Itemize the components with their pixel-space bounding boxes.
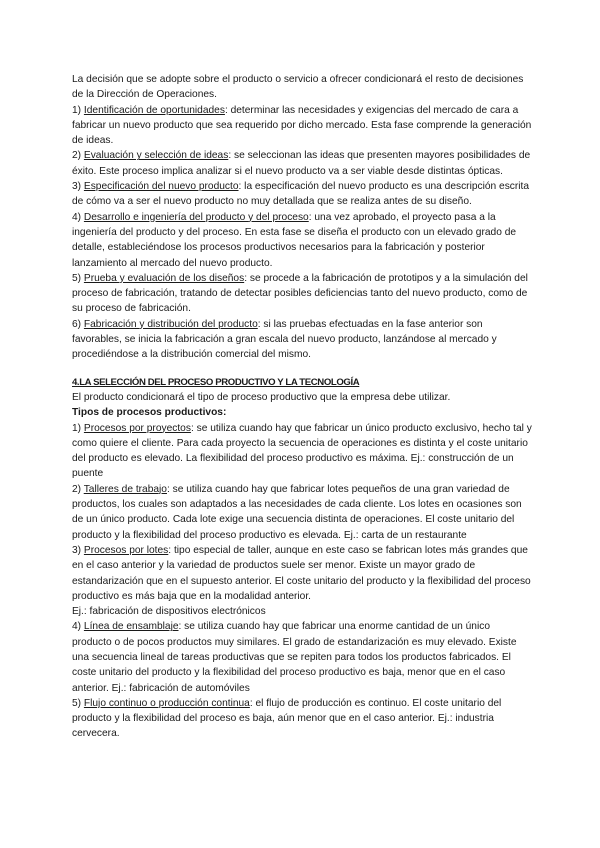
phase-item <box>72 103 532 149</box>
section-intro: El producto condicionará el tipo de proceso productivo que la empresa debe utilizar. <box>72 391 451 403</box>
phase-number: 5) <box>72 272 82 284</box>
phase-text: : se procede a la fabricación de prototipos y a la simulación del proceso de fabricación, tratando de detectar posibles deficiencias tanto del nuevo producto, como de su proceso de fabricación. <box>72 272 528 315</box>
process-type-item <box>72 696 532 742</box>
phase-text: : si las pruebas efectuadas en la fase anterior son favorables, se inicia la fabricación a gran escala del nuevo producto, lanzándose al mercado y procediéndose a la distribución comercial del mismo. <box>72 318 497 361</box>
type-title: Talleres de trabajo <box>83 483 167 495</box>
document-page <box>72 72 532 742</box>
type-title: Procesos por lotes <box>83 544 169 556</box>
phase-number: 2) <box>72 150 82 162</box>
phase-text: : la especificación del nuevo producto es una descripción escrita de cómo va a ser el nuevo producto no muy detallada que se realiza antes de su diseño. <box>72 181 530 208</box>
type-text: : tipo especial de taller, aunque en este caso se fabrican lotes más grandes que en el caso anterior y la variedad de productos suele ser menor. Existe un mayor grado de estandarización que en el supuesto anterior. El coste unitario del producto y la flexibilidad del proceso productivo es más baja que en la modalidad anterior. <box>72 544 531 602</box>
type-text: : el flujo de producción es continuo. El coste unitario del producto y la flexibilidad del proceso es baja, aún menor que en el caso anterior. Ej.: industria cervecera. <box>72 697 502 740</box>
phase-number: 3) <box>72 181 82 193</box>
section-subheading: Tipos de procesos productivos: <box>72 407 227 419</box>
type-title: Línea de ensamblaje <box>83 621 179 633</box>
type-text: : se utiliza cuando hay que fabricar una enorme cantidad de un único producto o de pocos productos muy similares. El grado de estandarización es muy elevado. Existe una secuencia lineal de tareas productivas que se repiten para todos los productos fabricados. El coste unitario del producto y la flexibilidad del proceso productivo es baja, menor que en el caso anterior. Ej.: fabricación de automóviles <box>72 621 517 694</box>
type-text: : se utiliza cuando hay que fabricar lotes pequeños de una gran variedad de productos, los cuales son adaptados a las necesidades de cada cliente. Los lotes en ocasiones son de un único producto. Cada lote exige una secuencia distinta de operaciones. El coste unitario del producto y la flexibilidad del proceso productivo es elevada. Ej.: carta de un restaurante <box>72 483 522 541</box>
process-type-list <box>72 421 532 742</box>
phase-title: Identificación de oportunidades <box>83 104 225 116</box>
phase-title: Fabricación y distribución del producto <box>83 318 258 330</box>
phase-title: Evaluación y selección de ideas <box>83 150 229 162</box>
type-title: Flujo continuo o producción continua <box>83 697 250 709</box>
type-number: 3) <box>72 544 82 556</box>
phase-title: Desarrollo e ingeniería del producto y del proceso <box>83 211 309 223</box>
type-number: 4) <box>72 621 82 633</box>
phase-title: Prueba y evaluación de los diseños <box>83 272 245 284</box>
process-type-item <box>72 421 532 482</box>
phase-list <box>72 103 532 363</box>
type-text: : se utiliza cuando hay que fabricar un único producto exclusivo, hecho tal y como quiere el cliente. Para cada proyecto la secuencia de operaciones es distinta y el coste unitario del producto es elevado. La flexibilidad del proceso productivo es máxima. Ej.: construcción de un puente <box>72 422 532 480</box>
phase-title: Especificación del nuevo producto <box>83 181 239 193</box>
type-number: 1) <box>72 422 82 434</box>
type-number: 5) <box>72 697 82 709</box>
process-type-item <box>72 543 532 604</box>
phase-text: : una vez aprobado, el proyecto pasa a la ingeniería del producto y del proceso. En esta fase se diseña el producto con un elevado grado de detalle, estableciéndose los procesos productivos necesarios para la fabricación y posterior lanzamiento al mercado del nuevo producto. <box>72 211 517 269</box>
phase-number: 4) <box>72 211 82 223</box>
phase-item <box>72 271 532 317</box>
phase-text: : se seleccionan las ideas que presenten mayores posibilidades de éxito. Este proceso implica analizar si el nuevo producto va a ser viable desde distintas ópticas. <box>72 150 531 177</box>
type-number: 2) <box>72 483 82 495</box>
intro-paragraph: La decisión que se adopte sobre el producto o servicio a ofrecer condicionará el resto de decisiones de la Dirección de Operaciones. <box>72 74 524 101</box>
phase-item <box>72 210 532 271</box>
process-type-item <box>72 482 532 543</box>
phase-item <box>72 148 532 179</box>
phase-number: 6) <box>72 318 82 330</box>
phase-item <box>72 179 532 210</box>
phase-text: : determinar las necesidades y exigencias del mercado de cara a fabricar un nuevo producto que sea requerido por dicho mercado. Esta fase comprende la generación de ideas. <box>72 104 532 147</box>
section-heading: 4.LA SELECCIÓN DEL PROCESO PRODUCTIVO Y LA TECNOLOGÍA <box>72 376 360 388</box>
process-type-example: Ej.: fabricación de dispositivos electrónicos <box>72 606 266 618</box>
phase-item <box>72 317 532 363</box>
type-title: Procesos por proyectos <box>83 422 191 434</box>
phase-number: 1) <box>72 104 82 116</box>
spacer <box>72 363 532 375</box>
process-type-item <box>72 619 532 695</box>
